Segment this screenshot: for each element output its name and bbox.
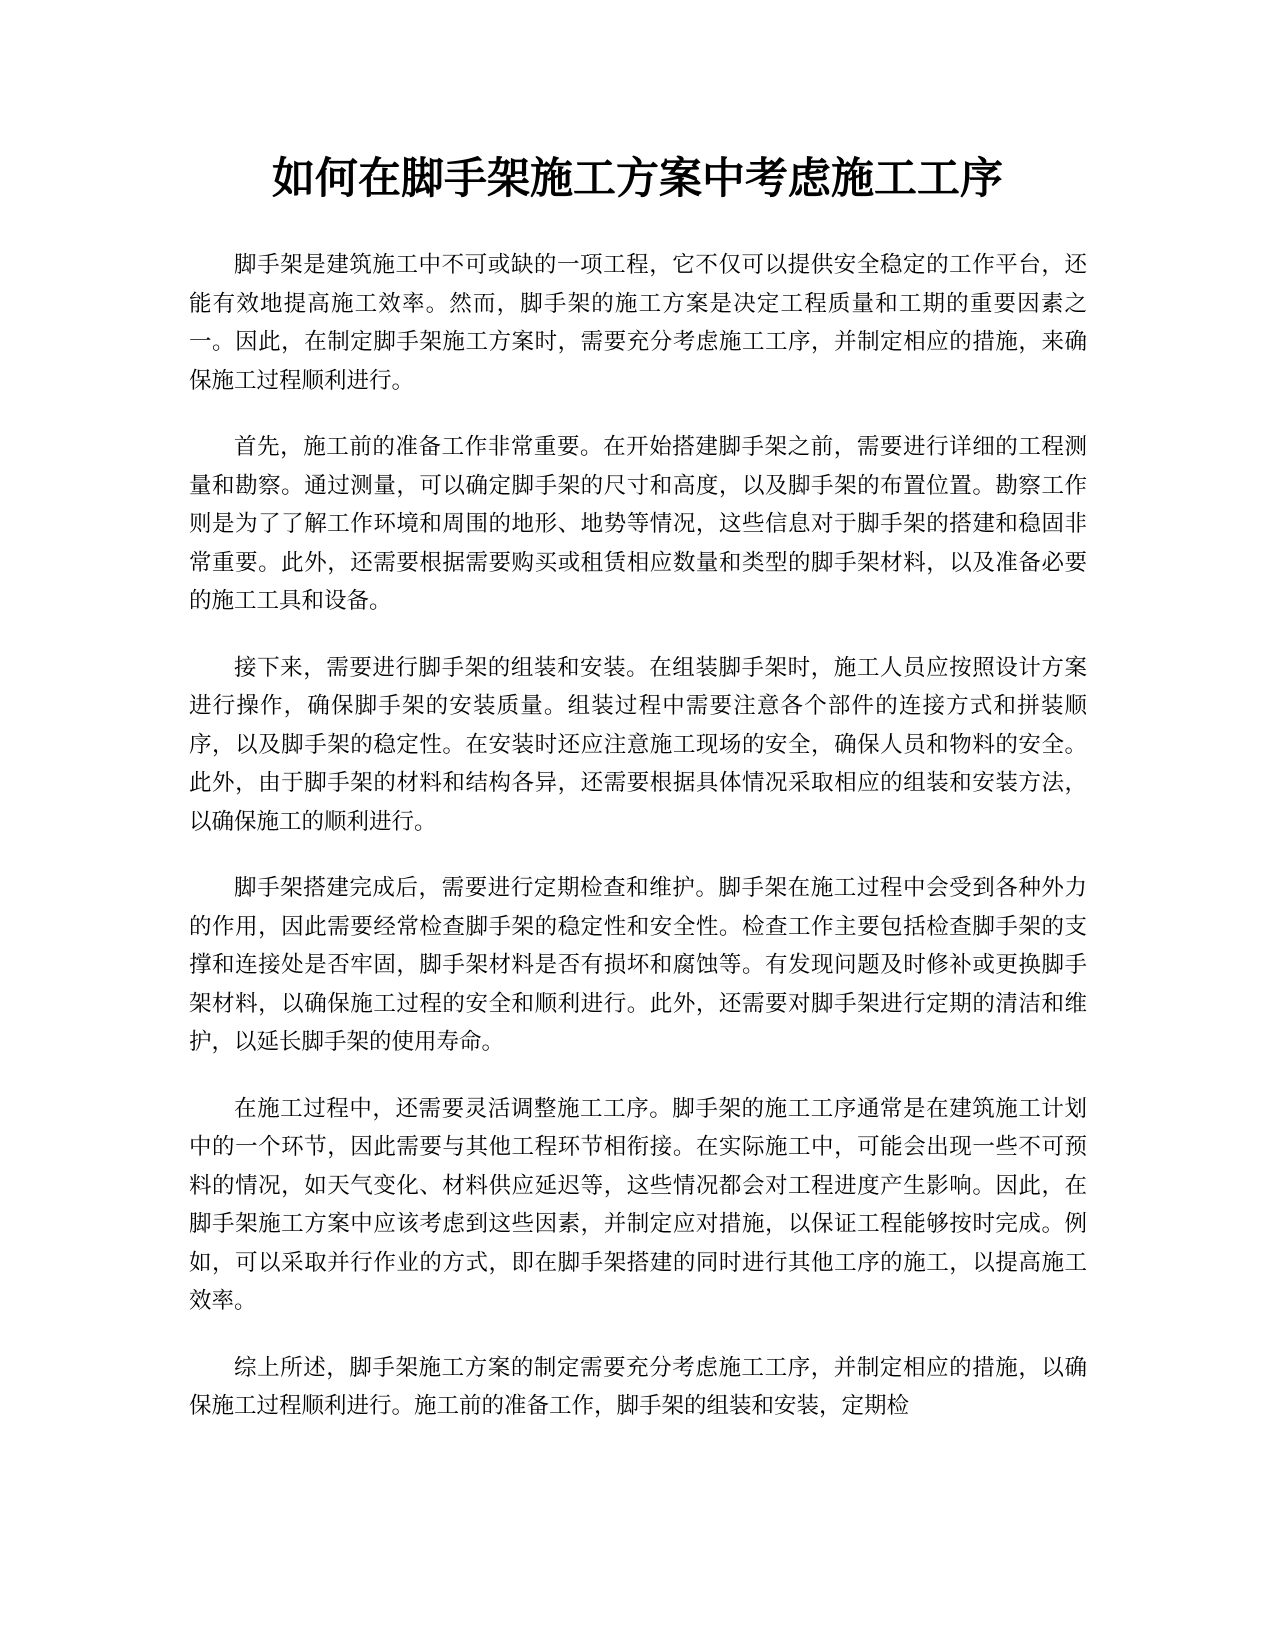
document-body [189, 246, 1087, 1454]
paragraph-preparation: 首先，施工前的准备工作非常重要。在开始搭建脚手架之前，需要进行详细的工程测量和勘察。通过测量，可以确定脚手架的尺寸和高度，以及脚手架的布置位置。勘察工作则是为了了解工作环境和周围的地形、地势等情况，这些信息对于脚手架的搭建和稳固非常重要。此外，还需要根据需要购买或租赁相应数量和类型的脚手架材料，以及准备必要的施工工具和设备。 [189, 434, 1087, 614]
paragraph-adjustment: 在施工过程中，还需要灵活调整施工工序。脚手架的施工工序通常是在建筑施工计划中的一个环节，因此需要与其他工程环节相衔接。在实际施工中，可能会出现一些不可预料的情况，如天气变化、材料供应延迟等，这些情况都会对工程进度产生影响。因此，在脚手架施工方案中应该考虑到这些因素，并制定应对措施，以保证工程能够按时完成。例如，可以采取并行作业的方式，即在脚手架搭建的同时进行其他工序的施工，以提高施工效率。 [189, 1095, 1087, 1314]
paragraph-intro: 脚手架是建筑施工中不可或缺的一项工程，它不仅可以提供安全稳定的工作平台，还能有效地提高施工效率。然而，脚手架的施工方案是决定工程质量和工期的重要因素之一。因此，在制定脚手架施工方案时，需要充分考虑施工工序，并制定相应的措施，来确保施工过程顺利进行。 [189, 252, 1087, 394]
paragraph-summary: 综上所述，脚手架施工方案的制定需要充分考虑施工工序，并制定相应的措施，以确保施工过程顺利进行。施工前的准备工作，脚手架的组装和安装，定期检 [189, 1354, 1087, 1419]
paragraph-assembly: 接下来，需要进行脚手架的组装和安装。在组装脚手架时，施工人员应按照设计方案进行操作，确保脚手架的安装质量。组装过程中需要注意各个部件的连接方式和拼装顺序，以及脚手架的稳定性。在安装时还应注意施工现场的安全，确保人员和物料的安全。此外，由于脚手架的材料和结构各异，还需要根据具体情况采取相应的组装和安装方法，以确保施工的顺利进行。 [189, 654, 1087, 835]
paragraph-inspection: 脚手架搭建完成后，需要进行定期检查和维护。脚手架在施工过程中会受到各种外力的作用，因此需要经常检查脚手架的稳定性和安全性。检查工作主要包括检查脚手架的支撑和连接处是否牢固，脚手架材料是否有损坏和腐蚀等。有发现问题及时修补或更换脚手架材料，以确保施工过程的安全和顺利进行。此外，还需要对脚手架进行定期的清洁和维护，以延长脚手架的使用寿命。 [189, 875, 1087, 1055]
document-title: 如何在脚手架施工方案中考虑施工工序 [272, 154, 1003, 204]
